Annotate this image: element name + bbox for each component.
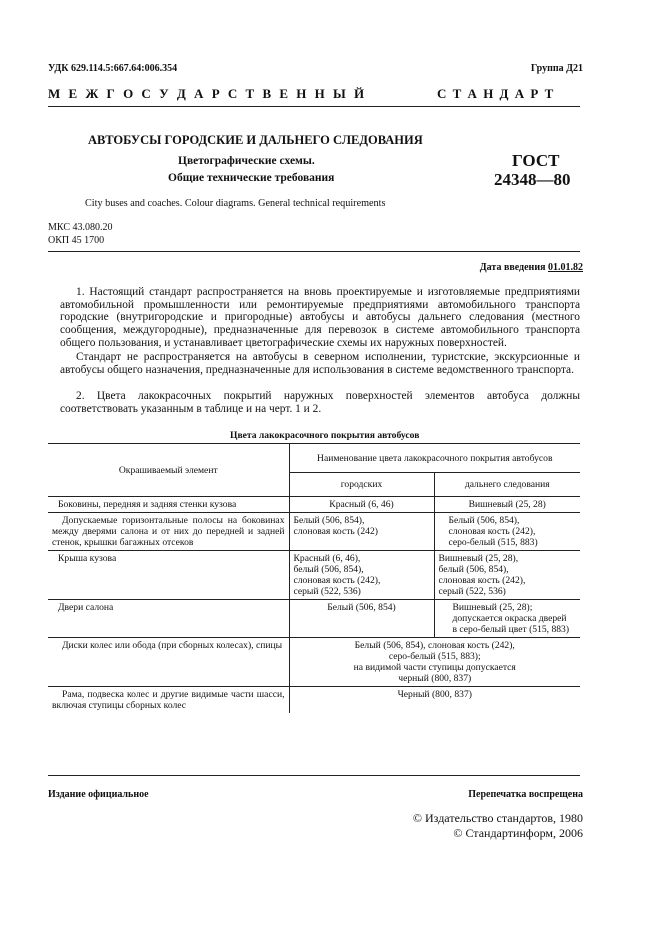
column-header-color-name: Наименование цвета лакокрасочного покрытия автобусов <box>289 444 580 473</box>
document-title: АВТОБУСЫ ГОРОДСКИЕ И ДАЛЬНЕГО СЛЕДОВАНИЯ <box>88 133 423 147</box>
cell-element: Боковины, передняя и задняя стенки кузова <box>48 497 289 513</box>
cell-both-types: Черный (800, 837) <box>289 687 580 714</box>
table-row <box>48 551 580 600</box>
cell-element: Диски колес или обода (при сборных колесах), спицы <box>48 638 289 687</box>
introduction-date <box>480 262 583 273</box>
cell-city: Красный (6, 46), белый (506, 854), слоновая кость (242), серый (522, 536) <box>289 551 434 600</box>
cell-element: Рама, подвеска колес и другие видимые части шасси, включая ступицы сборных колес <box>52 689 285 711</box>
cell-element: Двери салона <box>48 600 289 638</box>
table-row <box>48 513 580 551</box>
group-code: Группа Д21 <box>530 63 583 74</box>
table-caption: Цвета лакокрасочного покрытия автобусов <box>230 430 420 441</box>
cell-city: Белый (506, 854), слоновая кость (242) <box>289 513 434 551</box>
table-row <box>48 638 580 687</box>
document-subtitle-2: Общие технические требования <box>168 172 335 184</box>
cell-both-types: Белый (506, 854), слоновая кость (242), серо-белый (515, 883); на видимой части ступицы допускается черный (800, 837) <box>289 638 580 687</box>
udk-code: УДК 629.114.5:667.64:006.354 <box>48 63 178 74</box>
cell-long-distance: Вишневый (25, 28); допускается окраска дверей в серо-белый цвет (515, 883) <box>434 600 580 638</box>
mks-code: МКС 43.080.20 <box>48 222 113 233</box>
copyright-1980: © Издательство стандартов, 1980 <box>412 811 583 825</box>
paragraph-scope: 1. Настоящий стандарт распространяется на вновь проектируемые и изготовляемые предприятиями автомобильной промышленности или ремонтируемые предприятиями автомобильного транспорта городские (внутригородские и пригородные) автобусы и автобусы дальнего следования (местного сообщения, междугородные), предназначенные для перевозок в системе автомобильного транспорта общего пользования, и устанавливает цветографические схемы их наружных поверхностей. <box>60 286 580 349</box>
table-row <box>48 687 580 714</box>
paint-colors-table <box>48 443 580 713</box>
gost-label: ГОСТ <box>512 151 560 170</box>
column-header-city: городских <box>289 473 434 497</box>
introduction-date-label: Дата введения <box>479 262 546 273</box>
cell-element: Допускаемые горизонтальные полосы на боковинах между дверями салона и от них до передней и задней стенок, крышки багажных отсеков <box>48 513 289 551</box>
cell-long-distance: Вишневый (25, 28) <box>434 497 580 513</box>
cell-long-distance: Вишневый (25, 28), белый (506, 854), слоновая кость (242), серый (522, 536) <box>434 551 580 600</box>
paragraph-requirements: 2. Цвета лакокрасочных покрытий наружных поверхностей элементов автобуса должны соответствовать указанным в таблице и на черт. 1 и 2. <box>60 390 580 415</box>
interstate-label: М Е Ж Г О С У Д А Р С Т В Е Н Н Ы Й <box>48 86 366 101</box>
official-edition: Издание официальное <box>48 789 149 800</box>
introduction-date-value: 01.01.82 <box>548 262 583 273</box>
column-header-long-distance: дальнего следования <box>434 473 580 497</box>
okp-code: ОКП 45 1700 <box>48 235 105 246</box>
codes-rule <box>48 251 580 252</box>
cell-city: Красный (6, 46) <box>289 497 434 513</box>
paragraph-exclusions: Стандарт не распространяется на автобусы в северном исполнении, туристские, экскурсионные и автобусы общего назначения, предназначенные для использования в системе ведомственного транспорта. <box>60 351 580 376</box>
header-rule <box>48 106 580 107</box>
cell-element: Крыша кузова <box>48 551 289 600</box>
cell-long-distance: Белый (506, 854), слоновая кость (242), серо-белый (515, 883) <box>434 513 580 551</box>
column-header-element: Окрашиваемый элемент <box>48 444 289 497</box>
reprint-notice: Перепечатка воспрещена <box>468 789 583 800</box>
copyright-2006: © Стандартинформ, 2006 <box>453 826 583 840</box>
english-title: City buses and coaches. Colour diagrams. General technical requirements <box>85 198 386 209</box>
gost-number: 24348—80 <box>494 170 571 189</box>
table-row <box>48 600 580 638</box>
cell-city: Белый (506, 854) <box>289 600 434 638</box>
standard-label: С Т А Н Д А Р Т <box>437 86 555 101</box>
footer-rule <box>48 775 580 776</box>
table-row <box>48 497 580 513</box>
document-subtitle-1: Цветографические схемы. <box>178 155 315 167</box>
